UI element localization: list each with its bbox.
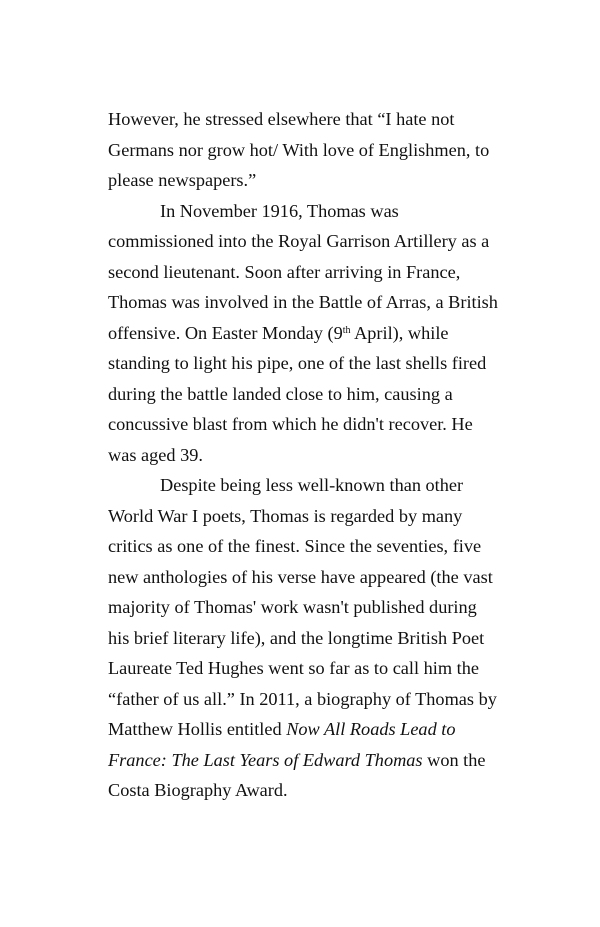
paragraph-2-text-start: In November 1916, Thomas was commissioned into the Royal Garrison Artillery as a second lieutenant. Soon after arriving in France, Thomas was involved in the Battle of Arras, a British offensive. On Easter Monday (9 — [108, 200, 498, 343]
book-title-italic: Now All Roads Lead to France: The Last Years of Edward Thomas — [108, 719, 456, 770]
paragraph-3-text-start: Despite being less well-known than other World War I poets, Thomas is regarded by many critics as one of the finest. Since the seventies, five new anthologies of his verse have appeared (the vast majority of Thomas' work wasn't published during his brief literary life), and the longtime British Poet Laureate Ted Hughes went so far as to call him the “father of us all.” In 2011, a biography of Thomas by Matthew Hollis entitled — [108, 475, 497, 739]
paragraph-3 — [108, 470, 500, 806]
paragraph-3-text-end: won the Costa Biography Award. — [108, 749, 486, 800]
paragraph-2 — [108, 196, 500, 471]
paragraph-1-text: However, he stressed elsewhere that “I hate not Germans nor grow hot/ With love of Englishmen, to please newspapers.” — [108, 109, 490, 190]
paragraph-2-text-end: April), while standing to light his pipe, one of the last shells fired during the battle landed close to him, causing a concussive blast from which he didn't recover. He was aged 39. — [108, 322, 487, 465]
document-page — [108, 104, 500, 806]
paragraph-1 — [108, 104, 500, 196]
ordinal-superscript: th — [342, 324, 351, 336]
